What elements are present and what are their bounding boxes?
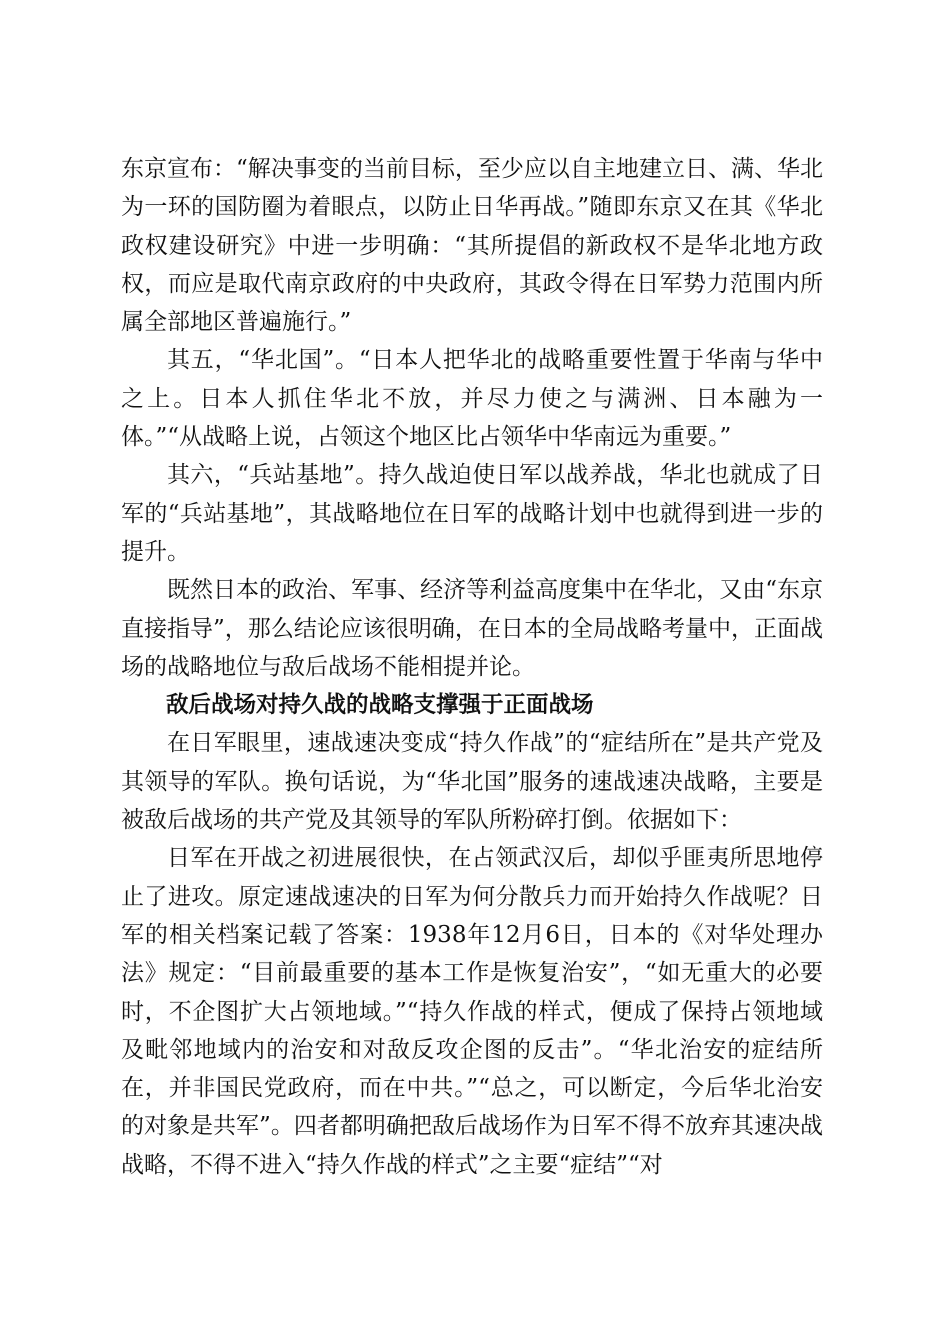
paragraph-fifth-point: 其五，“华北国”。“日本人把华北的战略重要性置于华南与华中之上。日本人抓住华北不放，并尽力使之与满洲、日本融为一体。”“从战略上说，占领这个地区比占领华中华南远为重要。”: [121, 347, 823, 451]
document-body: [121, 150, 823, 1184]
paragraph-sixth-point: 其六，“兵站基地”。持久战迫使日军以战养战，华北也就成了日军的“兵站基地”，其战略地位在日军的战略计划中也就得到进一步的提升。: [121, 462, 823, 565]
paragraph-continuation: 东京宣布：“解决事变的当前目标，至少应以自主地建立日、满、华北为一环的国防圈为着眼点，以防止日华再战。”随即东京又在其《华北政权建设研究》中进一步明确：“其所提倡的新政权不是华北地方政权，而应是取代南京政府的中央政府，其政令得在日军势力范围内所属全部地区普遍施行。”: [121, 156, 823, 336]
paragraph-section-intro: 在日军眼里，速战速决变成“持久作战”的“症结所在”是共产党及其领导的军队。换句话说，为“华北国”服务的速战速决战略，主要是被敌后战场的共产党及其领导的军队所粉碎打倒。依据如下：: [121, 730, 823, 834]
paragraph-conclusion: 既然日本的政治、军事、经济等利益高度集中在华北，又由“东京直接指导”，那么结论应该很明确，在日本的全局战略考量中，正面战场的战略地位与敌后战场不能相提并论。: [121, 577, 823, 680]
paragraph-evidence: 日军在开战之初进展很快，在占领武汉后，却似乎匪夷所思地停止了进攻。原定速战速决的日军为何分散兵力而开始持久作战呢？日军的相关档案记载了答案：1938年12月6日，日本的《对华处理办法》规定：“目前最重要的基本工作是恢复治安”，“如无重大的必要时，不企图扩大占领地域。”“持久作战的样式，便成了保持占领地域及毗邻地域内的治安和对敌反攻企图的反击”。“华北治安的症结所在，并非国民党政府，而在中共。”“总之，可以断定，今后华北治安的对象是共军”。四者都明确把敌后战场作为日军不得不放弃其速决战战略，不得不进入“持久作战的样式”之主要“症结”“对: [121, 845, 823, 1178]
section-heading: 敌后战场对持久战的战略支撑强于正面战场: [166, 692, 594, 719]
